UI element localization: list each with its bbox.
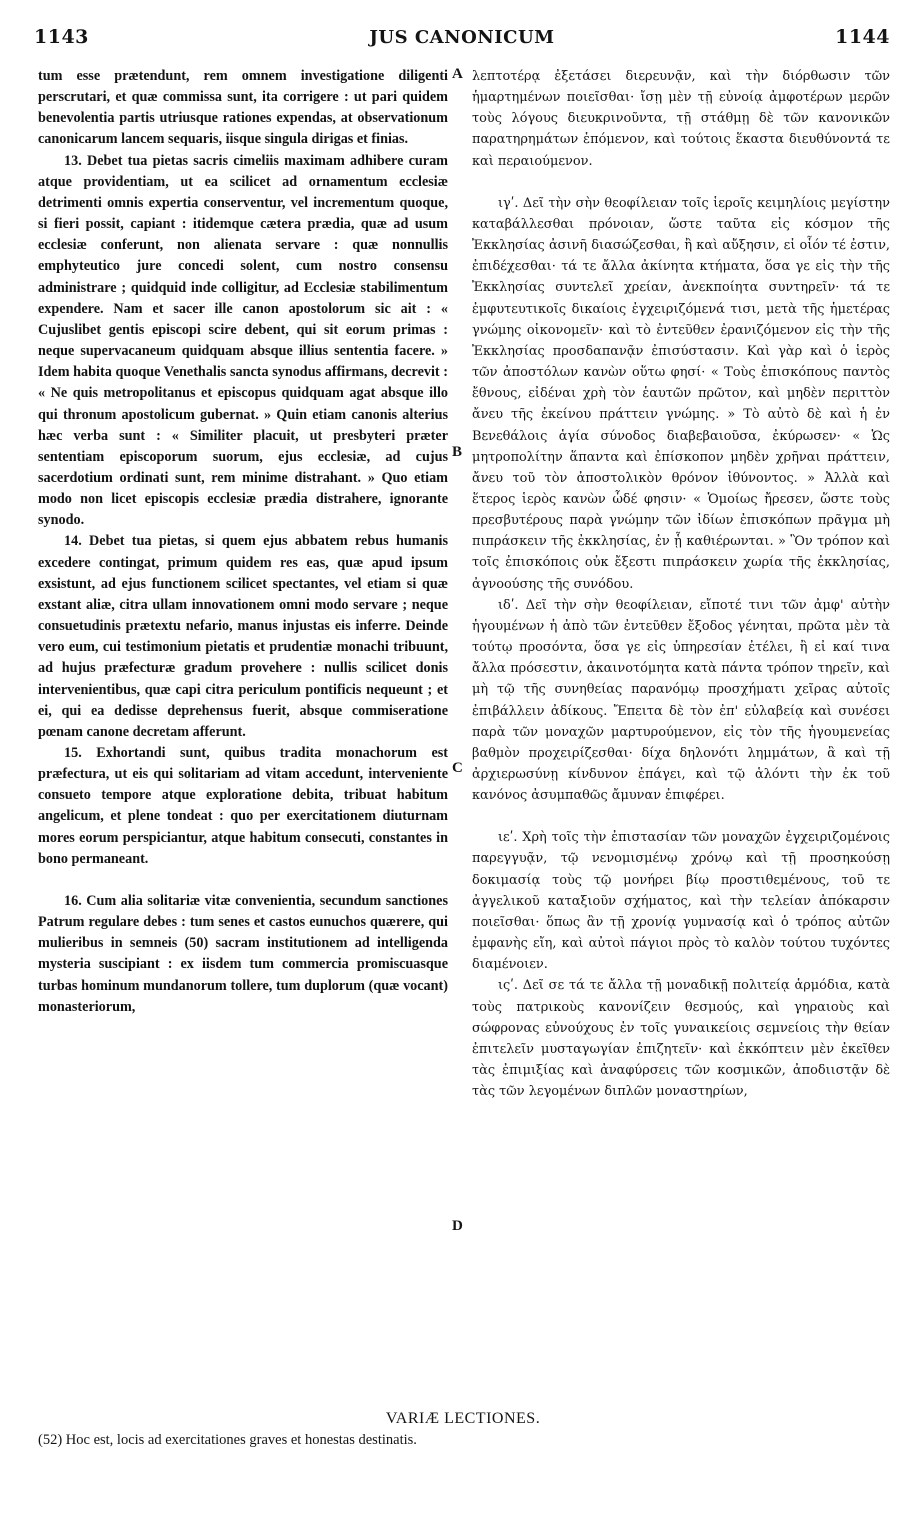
running-title: JUS CANONICUM: [369, 27, 555, 48]
latin-paragraph-16: 16. Cum alia solitariæ vitæ convenientia, secundum sanctiones Patrum regulare debes : tum senes et castos eunuchos quærere, qui mulieribus in semneis (50) sacram institutionem ad intelligenda mysteria suscipiant : ex iisdem tum commercia promiscuasque turbas hominum mundanorum tollere, tum duplorum (quæ vocant) monasteriorum,: [38, 892, 448, 1015]
greek-paragraph-14: ιδʹ. Δεῖ τὴν σὴν θεοφίλειαν, εἴποτέ τινι τῶν ἀμφ' αὐτὴν ἡγουμένων ἡ ἀπὸ τῶν ἐντεῦθεν ἔξοδος γένηται, πρῶτα μὲν τὰ τούτῳ προσόντα, ὅσα γε εἰς ὑπηρεσίαν ἐτέλει, ἢ εἰ καί τινα ἄλλα πρόσεστιν, ἀκαινοτόμητα κατὰ πάντα τρόπον τηρεῖν, καὶ μὴ τῷ τῆς συνηθείας παρανόμῳ προσχήματι χεῖρας αὐτοῖς ἐπιβάλλειν ἀδίκους. Ἔπειτα δὲ τὸν ἐπ' εὐλαβείᾳ καὶ συνέσει παρὰ τῶν μοναχῶν μαρτυρούμενον, εἰς τὸν τῆς ἡγουμενείας βαθμὸν προχειρίζεσθαι· δίχα δηλονότι λημμάτων, ἃ καὶ τῇ ἀρχιερωσύνῃ κίνδυνον ἐπάγει, καὶ τῷ ἁλόντι τὴν ἐκ τοῦ κανόνος ἀσυμπαθῶς ἄμυναν ἐπιφέρει.: [472, 597, 890, 804]
greek-column: [472, 66, 890, 1102]
latin-column: [38, 66, 448, 1018]
latin-paragraph-14: 14. Debet tua pietas, si quem ejus abbatem rebus humanis excedere contingat, primum quidem res eas, quæ apud ipsum exsistunt, ad ejus functionem scilicet spectantes, vel etiam si quæ exstant aliæ, citra ullam innovationem omni modo servare ; neque consuetudinis prætextu nefario, manus injustas eis inferre. Deinde vero eum, cui testimonium pietatis et prudentiæ monachi tribuunt, ad hujus præfecturæ gradum provehere : nullis scilicet donis intervenientibus, quæ capi citra periculum pontificis nequeunt ; et ei, qui ea dedisse deprehensus fuerit, absque commiseratione pœnam canone decretam afferunt.: [38, 533, 448, 740]
left-column-number: 1143: [34, 26, 89, 48]
greek-paragraph-12-end: λεπτοτέρᾳ ἐξετάσει διερευνᾷν, καὶ τὴν διόρθωσιν τῶν ἡμαρτημένων ποιεῖσθαι· ἴσῃ μὲν τῇ εὐνοίᾳ ἀμφοτέρων μερῶν τοὺς λόγους διευκρινοῦντα, τῇ στάθμῃ δὲ τῶν κανονικῶν παρατηρημάτων ἑπόμενον, καὶ τούτοις ἕκαστα διευθύνοντά τε καὶ περαιούμενον.: [472, 69, 890, 169]
variae-lectiones: [38, 1410, 888, 1449]
margin-letter-a: A: [452, 66, 463, 82]
latin-paragraph-12-end: tum esse prætendunt, rem omnem investigatione diligenti perscrutari, et quæ commissa sunt, ita corrigere : ut pari quidem benevolentia partis utriusque rationes expendas, at observationum canonicarum lancem sequaris, iisque singula dirigas et finias.: [38, 68, 448, 148]
lectiones-title: VARIÆ LECTIONES.: [385, 1410, 541, 1427]
margin-letter-b: B: [452, 444, 463, 460]
right-column-number: 1144: [835, 26, 890, 48]
greek-paragraph-15: ιεʹ. Χρὴ τοῖς τὴν ἐπιστασίαν τῶν μοναχῶν ἐγχειριζομένοις παρεγγυᾷν, τῷ νενομισμένῳ χρόνῳ καὶ τῇ προσηκούσῃ δοκιμασίᾳ τοὺς τῷ μονήρει βίῳ προστιθεμένους, τοῦ τε ἀγγελικοῦ καταξιοῦν σχήματος, καὶ τὴν τελείαν ἀπόκαρσιν ποιεῖσθαι· ὅπως ἂν τῇ χρονίᾳ γυμνασίᾳ καὶ ὁ τρόπος αὐτῶν ἐμφανὴς εἴη, καὶ αὐτοὶ πάγιοι πρὸς τὸ καλὸν τούτου τυχόντες διαμένοιεν.: [472, 830, 890, 973]
latin-paragraph-13: 13. Debet tua pietas sacris cimeliis maximam adhibere curam atque providentiam, ut ea scilicet ad ornamentum ecclesiæ detrimenti omnis expertia conserventur, vel incrementum quoque, si fieri possit, capiant : itidemque cætera prædia, quæ ad usum ecclesiæ conferunt, non alienata servare : quæ nonnullis emphyteutico jure concedi solent, cum nostro consensu administrare ; quidquid inde colligitur, ad Ecclesiæ stabilimentum expendere. Nam et sacer ille canon apostolorum sic ait : « Cujuslibet gentis episcopi scire debent, qui sit eorum primas : neque supervacaneum quidquam absque illius sententia facere. » Idem habita quoque Venethalis sancta synodus affirmans, decrevit : « Ne quis metropolitanus et episcopus quidquam agat absque illo qui thronum apostolicum gubernat. » Quin etiam canonis alterius hæc verba sunt : « Similiter placuit, ut presbyteri præter sententiam episcoporum suorum, ejus ecclesiæ, ad cujus sacerdotium ordinati sunt, rem minime distrahant. » Quo etiam modo non licet episcopis ecclesiæ prædia distrahere, ignorante synodo.: [38, 152, 448, 529]
greek-paragraph-16: ιςʹ. Δεῖ σε τά τε ἄλλα τῇ μοναδικῇ πολιτείᾳ ἁρμόδια, κατὰ τοὺς πατρικοὺς κανονίζειν θεσμούς, καὶ γηραιοὺς καὶ σώφρονας εὐνούχους ἐν τοῖς γυναικείοις σεμνείοις τὴν θείαν ἐπιτελεῖν μυσταγωγίαν ἐπιζητεῖν· καὶ ἐκκόπτειν μὲν ἐκεῖθεν τὰς ἐπιμιξίας καὶ ἀναφύρσεις τῶν κοσμικῶν, ἀποδιιστᾷν δὲ τὰς τῶν λεγομένων διπλῶν μοναστηρίων,: [472, 978, 890, 1100]
margin-letter-d: D: [452, 1218, 463, 1234]
greek-paragraph-13: ιγʹ. Δεῖ τὴν σὴν θεοφίλειαν τοῖς ἱεροῖς κειμηλίοις μεγίστην καταβάλλεσθαι πρόνοιαν, ὥστε ταῦτα εἰς κόσμον τῆς Ἐκκλησίας ἀσινῆ διασώζεσθαι, ἢ καὶ αὔξησιν, εἰ οἷόν τέ ἐστιν, ἐπιδέχεσθαι· τά τε ἄλλα ἀκίνητα κτήματα, ὅσα γε εἰς τὴν τῆς Ἐκκλησίας συντελεῖ χρείαν, ἀνεκποίητα συντηρεῖν· τά τε ἐμφυτευτικοῖς δικαίοις ἐγχειριζόμενά τισι, μετὰ τῆς ἡμετέρας γνώμης οἰκονομεῖν· καὶ τὸ ἐντεῦθεν ἐρανιζόμενον εἰς τὴν τῆς Ἐκκλησίας προσδαπανᾷν ἐπισύστασιν. Καὶ γὰρ καὶ ὁ ἱερὸς τῶν ἀποστόλων κανὼν οὕτω φησί· « Τοὺς ἐπισκόπους παντὸς ἔθνους, εἰδέναι χρὴ τὸν ἑαυτῶν πρῶτον, καὶ μηδὲν περιττὸν ἄνευ τῆς ἐκείνου πράττειν γνώμης. » Τὸ αὐτὸ δὲ καὶ ἡ ἐν Βενεθάλοις ἁγία σύνοδος διαβεβαιοῦσα, ἐκύρωσεν· « Ὡς μητροπολίτην ἅπαντα καὶ ἐπίσκοπον μηδὲν χρῆναι πράττειν, ἄνευ τοῦ τὸν ἀποστολικὸν θρόνον ἰθύνοντος. » Ἀλλὰ καὶ ἕτερος ἱερὸς κανὼν ὧδέ φησιν· « Ὁμοίως ἤρεσεν, ὥστε τοὺς πρεσβυτέρους παρὰ γνώμην τῶν ἰδίων ἐπισκόπων πρᾶγμα μὴ πιπράσκειν τῆς ἐκκλησίας, ἐν ᾗ καθιέρωνται. » Ὃν τρόπον καὶ τοῖς ἐπισκόποις οὐκ ἔξεστι πιπράσκειν χωρία τῆς ἐκκλησίας, ἀγνοούσης τῆς συνόδου.: [472, 195, 890, 592]
margin-letter-c: C: [452, 760, 463, 776]
latin-paragraph-15: 15. Exhortandi sunt, quibus tradita monachorum est præfectura, ut eis qui solitariam ad vitam accedunt, interveniente consueto tempore atque exploratione debita, tribuat habitum angelicum, et plene tondeat : quo per exercitationem diuturnam mores eorum perspiciantur, atque habitum consecuti, constantes in bono permaneant.: [38, 745, 448, 867]
page-header: [30, 26, 894, 60]
lectiones-note: (52) Hoc est, locis ad exercitationes graves et honestas destinatis.: [38, 1432, 417, 1448]
